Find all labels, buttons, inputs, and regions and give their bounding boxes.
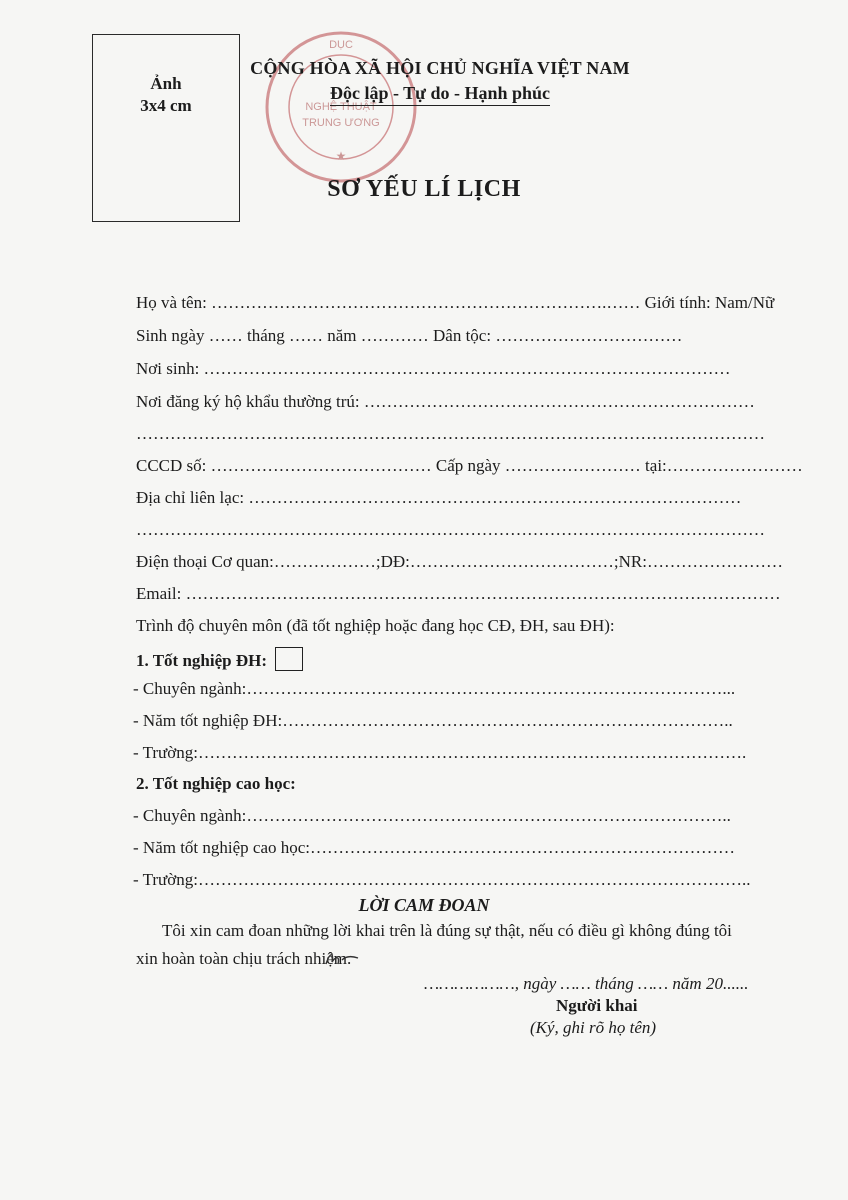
field-major-post: - Chuyên ngành:………………………………………………………………………….. bbox=[133, 806, 731, 825]
signature-date: ………………, ngày …… tháng …… năm 20...... bbox=[424, 974, 749, 993]
nation-name: CỘNG HÒA XÃ HỘI CHỦ NGHĨA VIỆT NAM bbox=[250, 58, 630, 78]
handwritten-mark bbox=[322, 948, 362, 970]
field-residence: Nơi đăng ký hộ khẩu thường trú: …………………………………………………………… bbox=[136, 392, 755, 411]
field-id: CCCD số: ………………………………… Cấp ngày …………………… tại:…………………… bbox=[136, 456, 803, 475]
svg-text:★: ★ bbox=[335, 149, 347, 163]
section-university-label: 1. Tốt nghiệp ĐH: bbox=[136, 651, 267, 670]
signer-note: (Ký, ghi rõ họ tên) bbox=[530, 1018, 657, 1037]
seal-text-mid2: TRUNG ƯƠNG bbox=[302, 117, 380, 129]
field-dob: Sinh ngày …… tháng …… năm ………… Dân tộc: …………………………… bbox=[136, 326, 683, 345]
seal-text-top: DỤC bbox=[329, 39, 353, 51]
pledge-text-2: xin hoàn toàn chịu trách nhiệm. bbox=[136, 949, 352, 968]
field-name: Họ và tên: …………………………………………………………….…… Giới tính: Nam/Nữ bbox=[136, 293, 775, 312]
signer-title: Người khai bbox=[556, 996, 638, 1015]
photo-size: 3x4 cm bbox=[140, 96, 192, 115]
document-title: SƠ YẾU LÍ LỊCH bbox=[327, 176, 521, 202]
seal-text-mid1: NGHỆ THUẬT bbox=[305, 101, 377, 113]
national-motto: Độc lập - Tự do - Hạnh phúc bbox=[330, 83, 550, 106]
field-year-post: - Năm tốt nghiệp cao học:………………………………………………………………… bbox=[133, 838, 736, 857]
section-postgrad: 2. Tốt nghiệp cao học: bbox=[136, 774, 296, 793]
section-university bbox=[136, 647, 303, 671]
pledge-text-1: Tôi xin cam đoan những lời khai trên là đúng sự thật, nếu có điều gì không đúng tôi bbox=[162, 921, 732, 940]
photo-label: Ảnh bbox=[150, 74, 182, 93]
field-email: Email: …………………………………………………………………………………………… bbox=[136, 584, 781, 603]
field-school-post: - Trường:…………………………………………………………………………………….. bbox=[133, 870, 751, 889]
stamp-seal bbox=[262, 28, 420, 186]
field-address: Địa chỉ liên lạc: …………………………………………………………………………… bbox=[136, 488, 742, 507]
field-birthplace: Nơi sinh: ………………………………………………………………………………… bbox=[136, 359, 731, 378]
field-residence-cont: ………………………………………………………………………………………………… bbox=[136, 424, 765, 443]
field-address-cont: ………………………………………………………………………………………………… bbox=[136, 520, 765, 539]
document-header bbox=[230, 58, 650, 106]
field-phone: Điện thoại Cơ quan:………………;DĐ:………………………………;NR:…………………… bbox=[136, 552, 783, 571]
university-checkbox[interactable] bbox=[275, 647, 303, 671]
field-major-uni: - Chuyên ngành:…………………………………………………………………………... bbox=[133, 679, 736, 698]
field-year-uni: - Năm tốt nghiệp ĐH:…………………………………………………………………….. bbox=[133, 711, 733, 730]
field-school-uni: - Trường:……………………………………………………………………………………. bbox=[133, 743, 747, 762]
field-education: Trình độ chuyên môn (đã tốt nghiệp hoặc đang học CĐ, ĐH, sau ĐH): bbox=[136, 616, 615, 635]
pledge-title: LỜI CAM ĐOAN bbox=[358, 895, 490, 915]
